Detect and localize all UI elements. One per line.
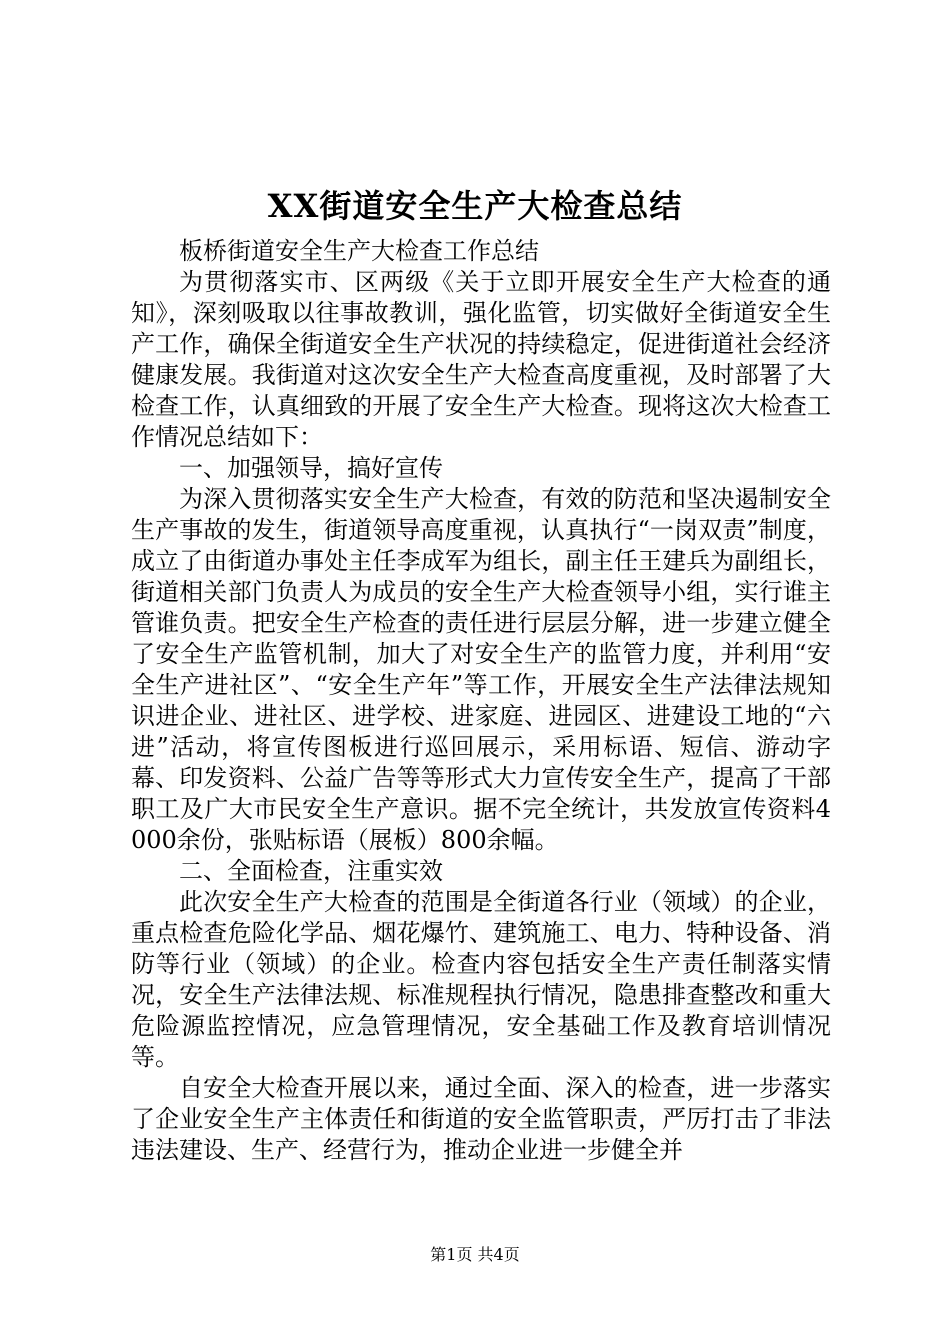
page-footer: 第1页 共4页 xyxy=(430,1245,520,1264)
paragraph-section-1: 为深入贯彻落实安全生产大检查，有效的防范和坚决遏制安全生产事故的发生，街道领导高度重视，认真执行“一岗双责”制度，成立了由街道办事处主任李成军为组长，副主任王建兵为副组长，街道相关部门负责人为成员的安全生产大检查领导小组，实行谁主管谁负责。把安全生产检查的责任进行层层分解，进一步建立健全了安全生产监管机制，加大了对安全生产的监管力度，并利用“安全生产进社区”、“安全生产年”等工作，开展安全生产法律法规知识进企业、进社区、进学校、进家庭、进园区、进建设工地的“六进”活动，将宣传图板进行巡回展示，采用标语、短信、游动字幕、印发资料、公益广告等等形式大力宣传安全生产，提高了干部职工及广大市民安全生产意识。据不完全统计，共发放宣传资料4000余份，张贴标语（展板）800余幅。 xyxy=(131,485,831,854)
section-heading-2: 二、全面检查，注重实效 xyxy=(179,857,443,885)
section-heading-1: 一、加强领导，搞好宣传 xyxy=(179,454,443,482)
paragraph-subtitle: 板桥街道安全生产大检查工作总结 xyxy=(179,237,539,265)
paragraph-intro: 为贯彻落实市、区两级《关于立即开展安全生产大检查的通知》，深刻吸取以往事故教训，强化监管，切实做好全街道安全生产工作，确保全街道安全生产状况的持续稳定，促进街道社会经济健康发展。我街道对这次安全生产大检查高度重视，及时部署了大检查工作，认真细致的开展了安全生产大检查。现将这次大检查工作情况总结如下： xyxy=(131,268,831,451)
paragraph-section-2: 此次安全生产大检查的范围是全街道各行业（领域）的企业，重点检查危险化学品、烟花爆竹、建筑施工、电力、特种设备、消防等行业（领域）的企业。检查内容包括安全生产责任制落实情况，安全生产法律法规、标准规程执行情况，隐患排查整改和重大危险源监控情况，应急管理情况，安全基础工作及教育培训情况等。 xyxy=(131,888,831,1071)
document-body xyxy=(131,236,831,1166)
document-title: XX街道安全生产大检查总结 xyxy=(267,187,683,225)
paragraph-section-2-continued: 自安全大检查开展以来，通过全面、深入的检查，进一步落实了企业安全生产主体责任和街道的安全监管职责，严厉打击了非法违法建设、生产、经营行为，推动企业进一步健全并 xyxy=(131,1074,831,1164)
